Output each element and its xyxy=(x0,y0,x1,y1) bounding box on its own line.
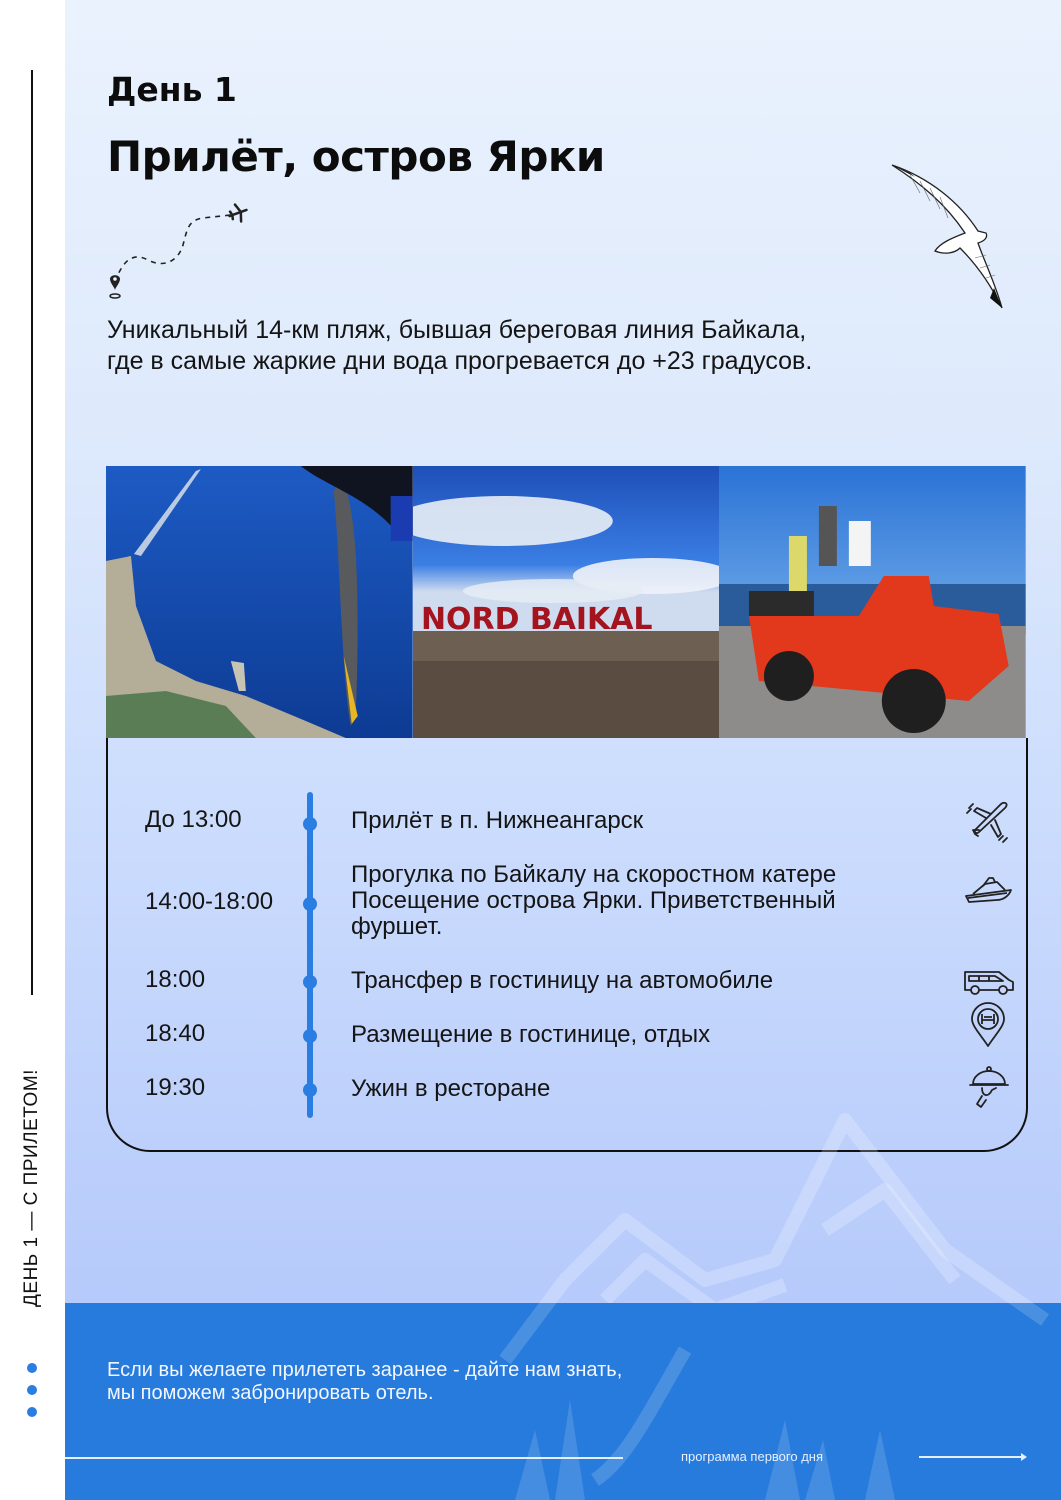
airplane-icon xyxy=(963,796,1013,844)
footer-note xyxy=(107,1359,622,1405)
event-time: 19:30 xyxy=(145,1074,206,1101)
event-line: Прилёт в п. Нижнеангарск xyxy=(351,807,644,834)
footer-banner xyxy=(65,1303,1061,1500)
dashed-flight-route-icon xyxy=(103,200,253,300)
event-line: Посещение острова Ярки. Приветственный xyxy=(351,887,836,914)
event-description xyxy=(351,862,951,940)
hotel-pin-icon xyxy=(970,1002,1006,1048)
aerial-view-photo xyxy=(106,466,413,738)
side-vertical-label: ДЕНЬ 1 — С ПРИЛЕТОМ! xyxy=(21,1069,42,1307)
dot-icon xyxy=(27,1385,37,1395)
footer-divider-line xyxy=(65,1457,623,1459)
event-line: Трансфер в гостиницу на автомобиле xyxy=(351,967,774,994)
event-description xyxy=(351,1076,951,1102)
sign-text: NORD BAIKAL xyxy=(420,601,653,638)
red-jeep-photo xyxy=(719,466,1026,738)
timeline-dot xyxy=(303,1029,317,1043)
dot-icon xyxy=(27,1363,37,1373)
event-description xyxy=(351,808,951,834)
footer-note-line: мы поможем забронировать отель. xyxy=(107,1382,434,1404)
nord-baikal-sign-photo xyxy=(413,466,720,738)
timeline-bar xyxy=(307,792,313,1118)
event-time: 18:40 xyxy=(145,1020,206,1047)
event-line: Прогулка по Байкалу на скоростном катере xyxy=(351,861,837,888)
minivan-icon xyxy=(963,968,1015,996)
intro-line: Уникальный 14-км пляж, бывшая береговая линия Байкала, xyxy=(107,316,807,344)
timeline-dot xyxy=(303,897,317,911)
intro-line: где в самые жаркие дни вода прогревается до +23 градусов. xyxy=(107,347,813,375)
event-time: До 13:00 xyxy=(145,806,242,833)
side-dots xyxy=(27,1363,37,1429)
timeline-dot xyxy=(303,975,317,989)
footer-note-line: Если вы желаете прилететь заранее - дайте нам знать, xyxy=(107,1359,623,1381)
schedule-timeline xyxy=(106,738,1028,1152)
dot-icon xyxy=(27,1407,37,1417)
seagull-illustration xyxy=(890,163,1010,313)
side-divider-line xyxy=(31,70,33,995)
side-strip xyxy=(0,0,65,1500)
event-time: 18:00 xyxy=(145,966,206,993)
event-description xyxy=(351,968,951,994)
event-description xyxy=(351,1022,951,1048)
intro-text xyxy=(107,315,1007,377)
event-line: Ужин в ресторане xyxy=(351,1075,551,1102)
footer-caption: программа первого дня xyxy=(681,1449,824,1464)
event-line: фуршет. xyxy=(351,913,443,940)
day-label: День 1 xyxy=(107,70,237,109)
timeline-dot xyxy=(303,817,317,831)
arrow-right-icon xyxy=(919,1451,1029,1463)
speedboat-icon xyxy=(963,872,1015,908)
page-title: Прилёт, остров Ярки xyxy=(107,132,605,181)
timeline-dot xyxy=(303,1083,317,1097)
photo-gallery xyxy=(106,466,1026,738)
page xyxy=(65,0,1061,1500)
event-line: Размещение в гостинице, отдых xyxy=(351,1021,711,1048)
event-time: 14:00-18:00 xyxy=(145,888,274,915)
